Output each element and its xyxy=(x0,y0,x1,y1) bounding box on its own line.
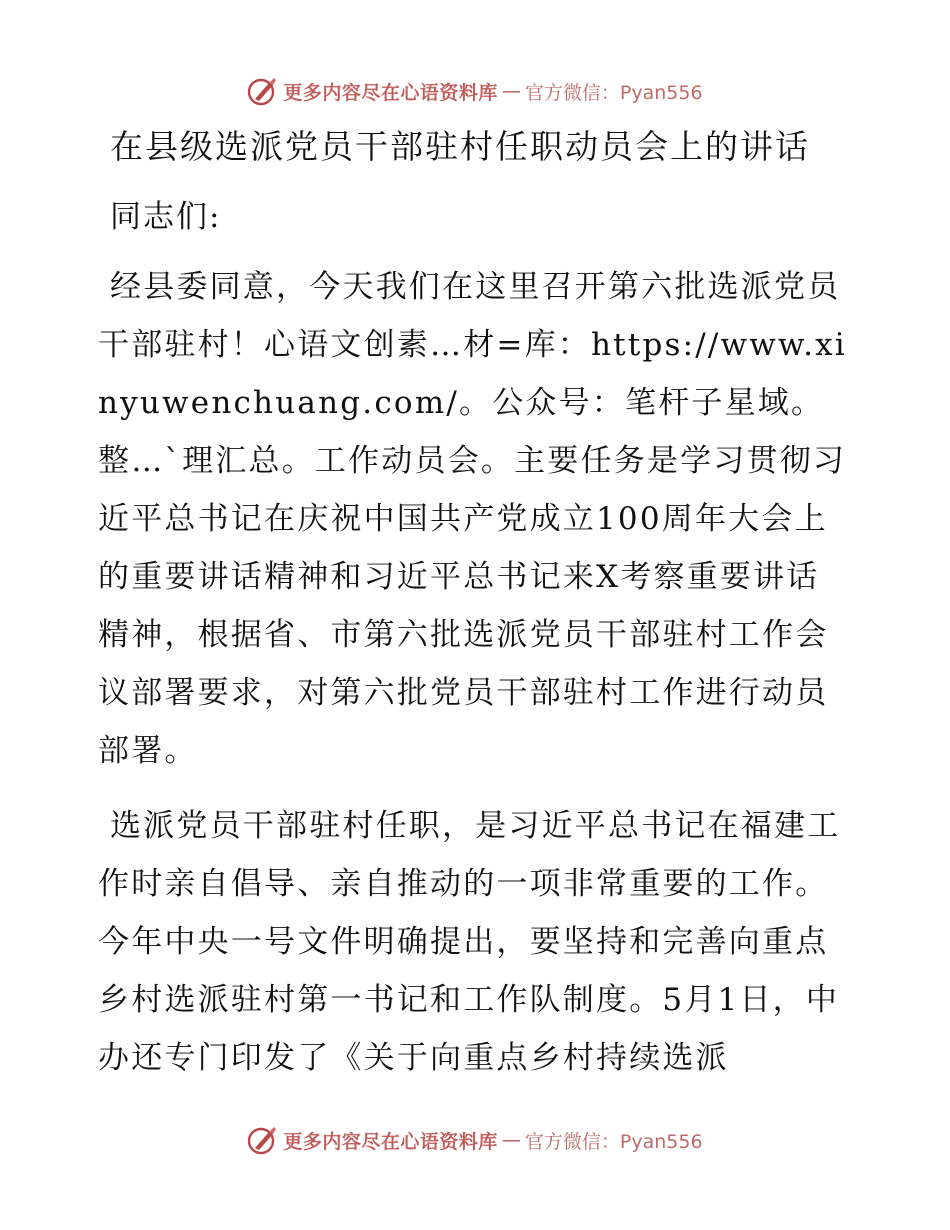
header-banner xyxy=(0,71,950,111)
document-body xyxy=(98,118,850,1087)
paragraph-1: 经县委同意，今天我们在这里召开第六批选派党员干部驻村！心语文创素…材=库：https://www.xinyuwenchuang.com/。公众号：笔杆子星域。整…`理汇总。工作动员会。主要任务是学习贯彻习近平总书记在庆祝中国共产党成立100周年大会上的重要讲话精神和习近平总书记来X考察重要讲话精神，根据省、市第六批选派党员干部驻村工作会议部署要求，对第六批党员干部驻村工作进行动员部署。 xyxy=(98,269,847,769)
header-banner-wechat: 官方微信：Pyan556 xyxy=(524,81,703,104)
document-title: 在县级选派党员干部驻村任职动员会上的讲话 xyxy=(110,127,810,166)
salutation: 同志们: xyxy=(110,199,222,235)
header-banner-dash: — xyxy=(501,80,521,102)
footer-banner-title: 更多内容尽在心语资料库 xyxy=(283,1130,498,1153)
footer-banner xyxy=(0,1120,950,1160)
footer-banner-inner xyxy=(247,1124,702,1156)
pen-logo-icon xyxy=(247,1124,279,1156)
header-banner-title: 更多内容尽在心语资料库 xyxy=(283,81,498,104)
footer-banner-dash: — xyxy=(501,1129,521,1151)
paragraph-2: 选派党员干部驻村任职，是习近平总书记在福建工作时亲自倡导、亲自推动的一项非常重要的工作。今年中央一号文件明确提出，要坚持和完善向重点乡村选派驻村第一书记和工作队制度。5月1日，中办还专门印发了《关于向重点乡村持续选派 xyxy=(98,808,841,1076)
footer-banner-wechat: 官方微信：Pyan556 xyxy=(524,1130,703,1153)
pen-logo-icon xyxy=(247,75,279,107)
header-banner-inner xyxy=(247,75,702,107)
